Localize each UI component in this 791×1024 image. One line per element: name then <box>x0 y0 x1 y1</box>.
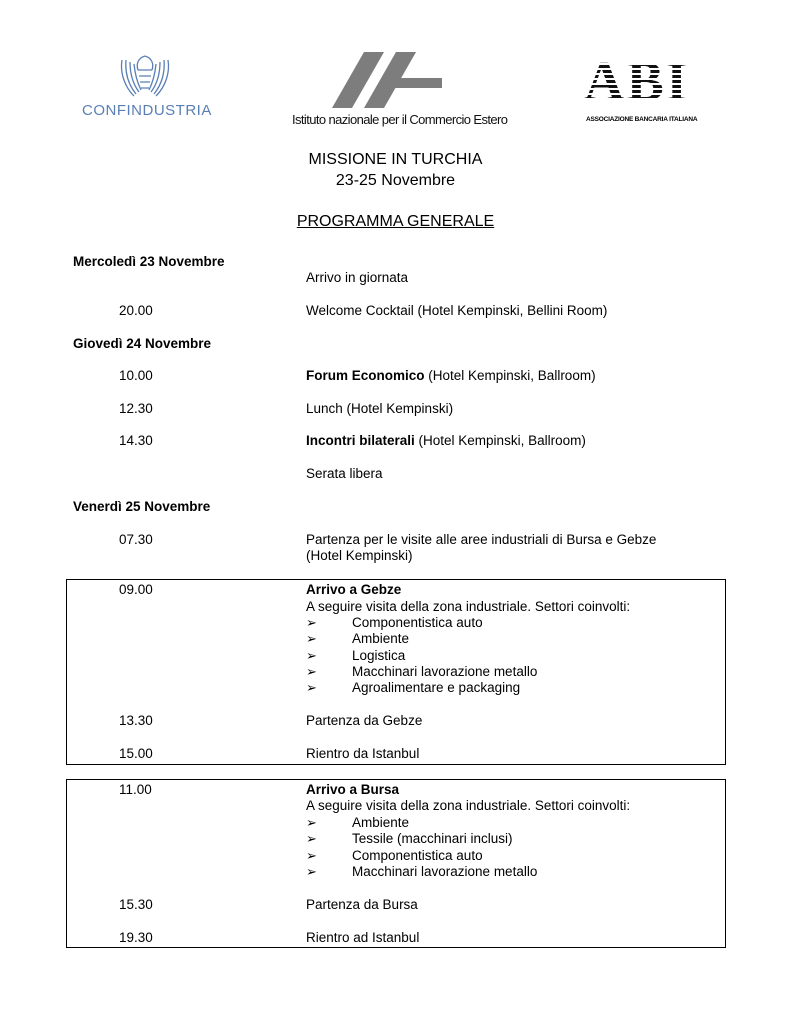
bullet-arrow-icon: ➢ <box>306 864 317 879</box>
event-time: 13.30 <box>119 713 153 728</box>
event-time: 20.00 <box>119 303 153 318</box>
program-heading-text: PROGRAMMA GENERALE <box>296 213 495 230</box>
event-time: 14.30 <box>119 433 153 448</box>
event-time: 10.00 <box>119 368 153 383</box>
bullet-arrow-icon: ➢ <box>306 615 317 630</box>
event-time: 11.00 <box>119 782 152 797</box>
mission-title: MISSIONE IN TURCHIA <box>308 151 483 168</box>
abi-logo <box>584 51 704 126</box>
event-description <box>306 433 586 450</box>
mission-dates: 23-25 Novembre <box>335 172 456 189</box>
bullet-arrow-icon: ➢ <box>306 831 317 846</box>
day-label-wednesday: Mercoledì 23 Novembre <box>73 254 225 269</box>
event-description: Welcome Cocktail (Hotel Kempinski, Bellini Room) <box>306 303 608 318</box>
sector-item: Macchinari lavorazione metallo <box>352 664 538 679</box>
event-time: 09.00 <box>119 582 153 597</box>
sector-item: Logistica <box>352 648 406 663</box>
event-time: 15.30 <box>119 897 153 912</box>
confindustria-logo <box>78 52 213 122</box>
ice-wordmark: Istituto nazionale per il Commercio Estero <box>292 112 508 127</box>
bullet-arrow-icon: ➢ <box>306 648 317 663</box>
bullet-arrow-icon: ➢ <box>306 664 317 679</box>
event-location: (Hotel Kempinski, Ballroom) <box>424 368 596 383</box>
ice-logo <box>292 48 522 130</box>
event-description: Partenza da Gebze <box>306 713 423 728</box>
bullet-arrow-icon: ➢ <box>306 848 317 863</box>
event-description: Serata libera <box>306 466 383 481</box>
event-location: (Hotel Kempinski, Ballroom) <box>414 433 586 448</box>
sector-item: Macchinari lavorazione metallo <box>352 864 538 879</box>
event-time: 12.30 <box>119 401 153 416</box>
bursa-title: Arrivo a Bursa <box>306 782 400 797</box>
sector-item: Ambiente <box>352 631 410 646</box>
sector-item: Componentistica auto <box>352 615 483 630</box>
event-time: 19.30 <box>119 930 153 945</box>
sector-item: Tessile (macchinari inclusi) <box>352 831 513 846</box>
event-time: 15.00 <box>119 746 153 761</box>
gebze-intro: A seguire visita della zona industriale. Settori coinvolti: <box>306 599 631 614</box>
bullet-arrow-icon: ➢ <box>306 631 317 646</box>
ice-arrows-icon <box>292 48 522 112</box>
gebze-title: Arrivo a Gebze <box>306 582 402 597</box>
abi-wordmark: ABI <box>584 51 690 113</box>
event-title: Incontri bilaterali <box>306 433 415 448</box>
sector-item: Agroalimentare e packaging <box>352 680 521 695</box>
bursa-intro: A seguire visita della zona industriale. Settori coinvolti: <box>306 798 631 813</box>
confindustria-wordmark: CONFINDUSTRIA <box>82 102 212 119</box>
event-description: Rientro da Istanbul <box>306 746 420 761</box>
bullet-arrow-icon: ➢ <box>306 680 317 695</box>
sector-item: Ambiente <box>352 815 410 830</box>
abi-subtitle: ASSOCIAZIONE BANCARIA ITALIANA <box>586 116 698 123</box>
event-description: Partenza da Bursa <box>306 897 418 912</box>
event-time: 07.30 <box>119 532 153 547</box>
day-label-thursday: Giovedì 24 Novembre <box>73 336 212 351</box>
program-heading <box>0 212 791 232</box>
eagle-icon <box>78 52 213 100</box>
event-description: Lunch (Hotel Kempinski) <box>306 401 454 416</box>
event-description: Rientro ad Istanbul <box>306 930 420 945</box>
event-arrival: Arrivo in giornata <box>306 270 409 285</box>
event-description-line2: (Hotel Kempinski) <box>306 548 413 563</box>
bullet-arrow-icon: ➢ <box>306 815 317 830</box>
event-title: Forum Economico <box>306 368 425 383</box>
day-label-friday: Venerdì 25 Novembre <box>73 499 211 514</box>
event-description <box>306 368 596 385</box>
sector-item: Componentistica auto <box>352 848 483 863</box>
event-description-line1: Partenza per le visite alle aree industriali di Bursa e Gebze <box>306 532 657 547</box>
